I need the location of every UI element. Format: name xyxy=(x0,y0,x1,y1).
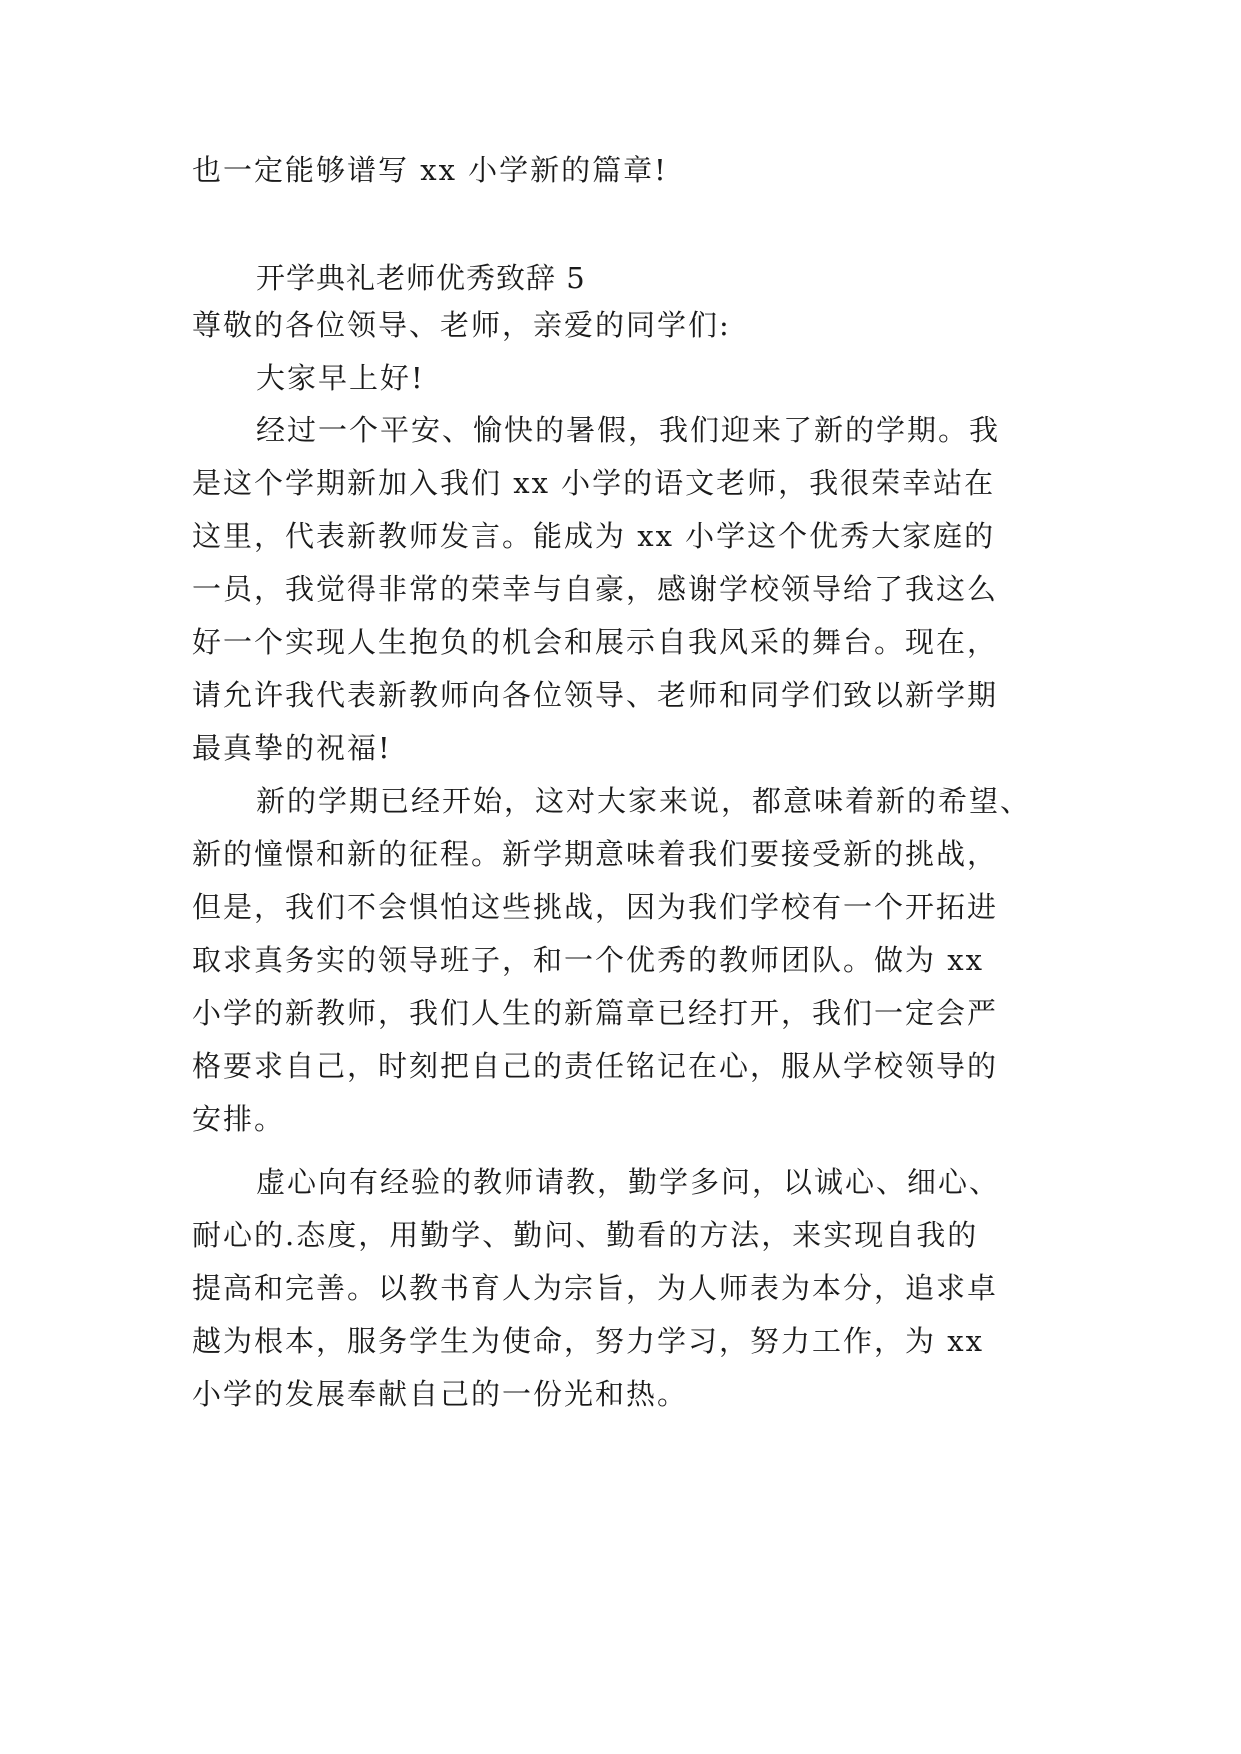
paragraph-line: 请允许我代表新教师向各位领导、老师和同学们致以新学期 xyxy=(192,678,999,712)
paragraph-line: 新的憧憬和新的征程。新学期意味着我们要接受新的挑战， xyxy=(192,837,999,871)
paragraph-line: 是这个学期新加入我们 xx 小学的语文老师，我很荣幸站在 xyxy=(192,466,996,500)
paragraph-line: 这里，代表新教师发言。能成为 xx 小学这个优秀大家庭的 xyxy=(192,519,996,553)
paragraph-line: 新的学期已经开始，这对大家来说，都意味着新的希望、 xyxy=(256,784,1032,818)
paragraph-line: 但是，我们不会惧怕这些挑战，因为我们学校有一个开拓进 xyxy=(192,890,999,924)
paragraph-line: 小学的新教师，我们人生的新篇章已经打开，我们一定会严 xyxy=(192,996,999,1030)
paragraph-line: 虚心向有经验的教师请教，勤学多问，以诚心、细心、 xyxy=(256,1165,1001,1199)
paragraph-line: 格要求自己，时刻把自己的责任铭记在心，服从学校领导的 xyxy=(192,1049,999,1083)
paragraph-line: 越为根本，服务学生为使命，努力学习，努力工作，为 xx xyxy=(192,1324,984,1358)
section-title: 开学典礼老师优秀致辞 5 xyxy=(256,261,586,295)
paragraph-line: 经过一个平安、愉快的暑假，我们迎来了新的学期。我 xyxy=(256,413,1001,447)
paragraph-line: 最真挚的祝福! xyxy=(192,731,392,765)
salutation: 尊敬的各位领导、老师，亲爱的同学们: xyxy=(192,308,731,342)
greeting: 大家早上好! xyxy=(256,361,425,395)
paragraph-line: 小学的发展奉献自己的一份光和热。 xyxy=(192,1377,689,1411)
paragraph-line: 安排。 xyxy=(192,1102,286,1136)
continuation-line: 也一定能够谱写 xx 小学新的篇章! xyxy=(192,153,668,187)
paragraph-line: 好一个实现人生抱负的机会和展示自我风采的舞台。现在， xyxy=(192,625,999,659)
paragraph-line: 提高和完善。以教书育人为宗旨，为人师表为本分，追求卓 xyxy=(192,1271,999,1305)
paragraph-line: 一员，我觉得非常的荣幸与自豪，感谢学校领导给了我这么 xyxy=(192,572,999,606)
paragraph-line: 取求真务实的领导班子，和一个优秀的教师团队。做为 xx xyxy=(192,943,984,977)
paragraph-line: 耐心的.态度，用勤学、勤问、勤看的方法，来实现自我的 xyxy=(192,1218,979,1252)
